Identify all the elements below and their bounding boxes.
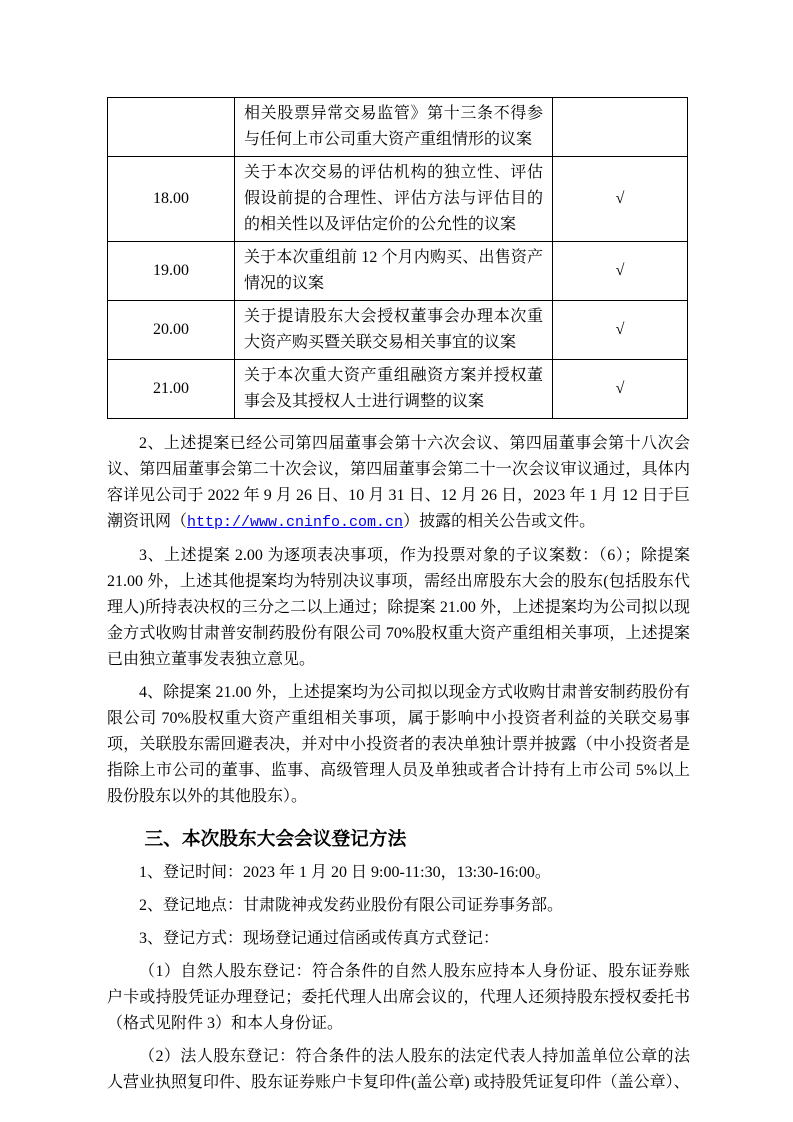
proposal-text-cell: 关于本次重组前 12 个月内购买、出售资产情况的议案 (235, 242, 553, 301)
paragraph-board-approvals (107, 431, 690, 536)
proposal-text-cell: 关于提请股东大会授权董事会办理本次重大资产购买暨关联交易相关事宜的议案 (235, 301, 553, 360)
paragraph-text: ）披露的相关公告或文件。 (403, 513, 596, 530)
paragraph-text: 2、上述提案已经公司第四届董事会第十六次会议、第四届董事会第十八次会议、第四届董事会第二十次会议，第四届董事会第二十一次会议审议通过，具体内容详见公司于 2022 年 9 月 26 日、10 月 31 日、12 月 26 日，2023 年 1 月 12 日于巨潮资讯网（ (107, 435, 690, 530)
proposal-number-cell: 21.00 (108, 360, 235, 419)
legal-person-registration-paragraph: （2）法人股东登记：符合条件的法人股东的法定代表人持加盖单位公章的法人营业执照复印件、股东证券账户卡复印件(盖公章) 或持股凭证复印件（盖公章）、 (107, 1048, 690, 1091)
vote-check-cell: √ (553, 301, 688, 360)
proposal-text-cell: 关于本次重大资产重组融资方案并授权董事会及其授权人士进行调整的议案 (235, 360, 553, 419)
table-row (108, 157, 688, 242)
proposal-number-cell: 20.00 (108, 301, 235, 360)
section-heading-registration: 三、本次股东大会会议登记方法 (144, 828, 407, 849)
table-row (108, 98, 688, 157)
proposals-table (107, 97, 688, 419)
paragraph-minority-investors: 4、除提案 21.00 外，上述提案均为公司拟以现金方式收购甘肃普安制药股份有限公司 70%股权重大资产重组相关事项，属于影响中小投资者利益的关联交易事项，关联股东需回避表决，并对中小投资者的表决单独计票并披露（中小投资者是指除上市公司的董事、监事、高级管理人员及单独或者合计持有上市公司 5%以上股份股东以外的其他股东）。 (107, 684, 690, 805)
table-row (108, 242, 688, 301)
proposal-number-cell: 19.00 (108, 242, 235, 301)
table-row (108, 301, 688, 360)
registration-time-item: 1、登记时间：2023 年 1 月 20 日 9:00-11:30，13:30-16:00。 (139, 864, 551, 881)
registration-method-item: 3、登记方式：现场登记通过信函或传真方式登记： (139, 930, 500, 947)
vote-check-cell: √ (553, 242, 688, 301)
registration-place-item: 2、登记地点：甘肃陇神戎发药业股份有限公司证券事务部。 (139, 897, 564, 914)
paragraph-voting-rules: 3、上述提案 2.00 为逐项表决事项，作为投票对象的子议案数：（6）；除提案 21.00 外，上述其他提案均为特别决议事项，需经出席股东大会的股东(包括股东代理人)所持表决权的三分之二以上通过；除提案 21.00 外，上述提案均为公司拟以现金方式收购甘肃普安制药股份有限公司 70%股权重大资产重组相关事项，上述提案已由独立董事发表独立意见。 (107, 547, 690, 668)
proposal-text-cell: 相关股票异常交易监管》第十三条不得参与任何上市公司重大资产重组情形的议案 (235, 98, 553, 157)
natural-person-registration-paragraph: （1）自然人股东登记：符合条件的自然人股东应持本人身份证、股东证券账户卡或持股凭证办理登记；委托代理人出席会议的，代理人还须持股东授权委托书（格式见附件 3）和本人身份证。 (107, 963, 690, 1032)
proposal-number-cell (108, 98, 235, 157)
cninfo-link[interactable]: http://www.cninfo.com.cn (187, 514, 404, 531)
proposal-text-cell: 关于本次交易的评估机构的独立性、评估假设前提的合理性、评估方法与评估目的的相关性以及评估定价的公允性的议案 (235, 157, 553, 242)
vote-check-cell: √ (553, 157, 688, 242)
vote-check-cell (553, 98, 688, 157)
vote-check-cell: √ (553, 360, 688, 419)
table-row (108, 360, 688, 419)
proposal-number-cell: 18.00 (108, 157, 235, 242)
